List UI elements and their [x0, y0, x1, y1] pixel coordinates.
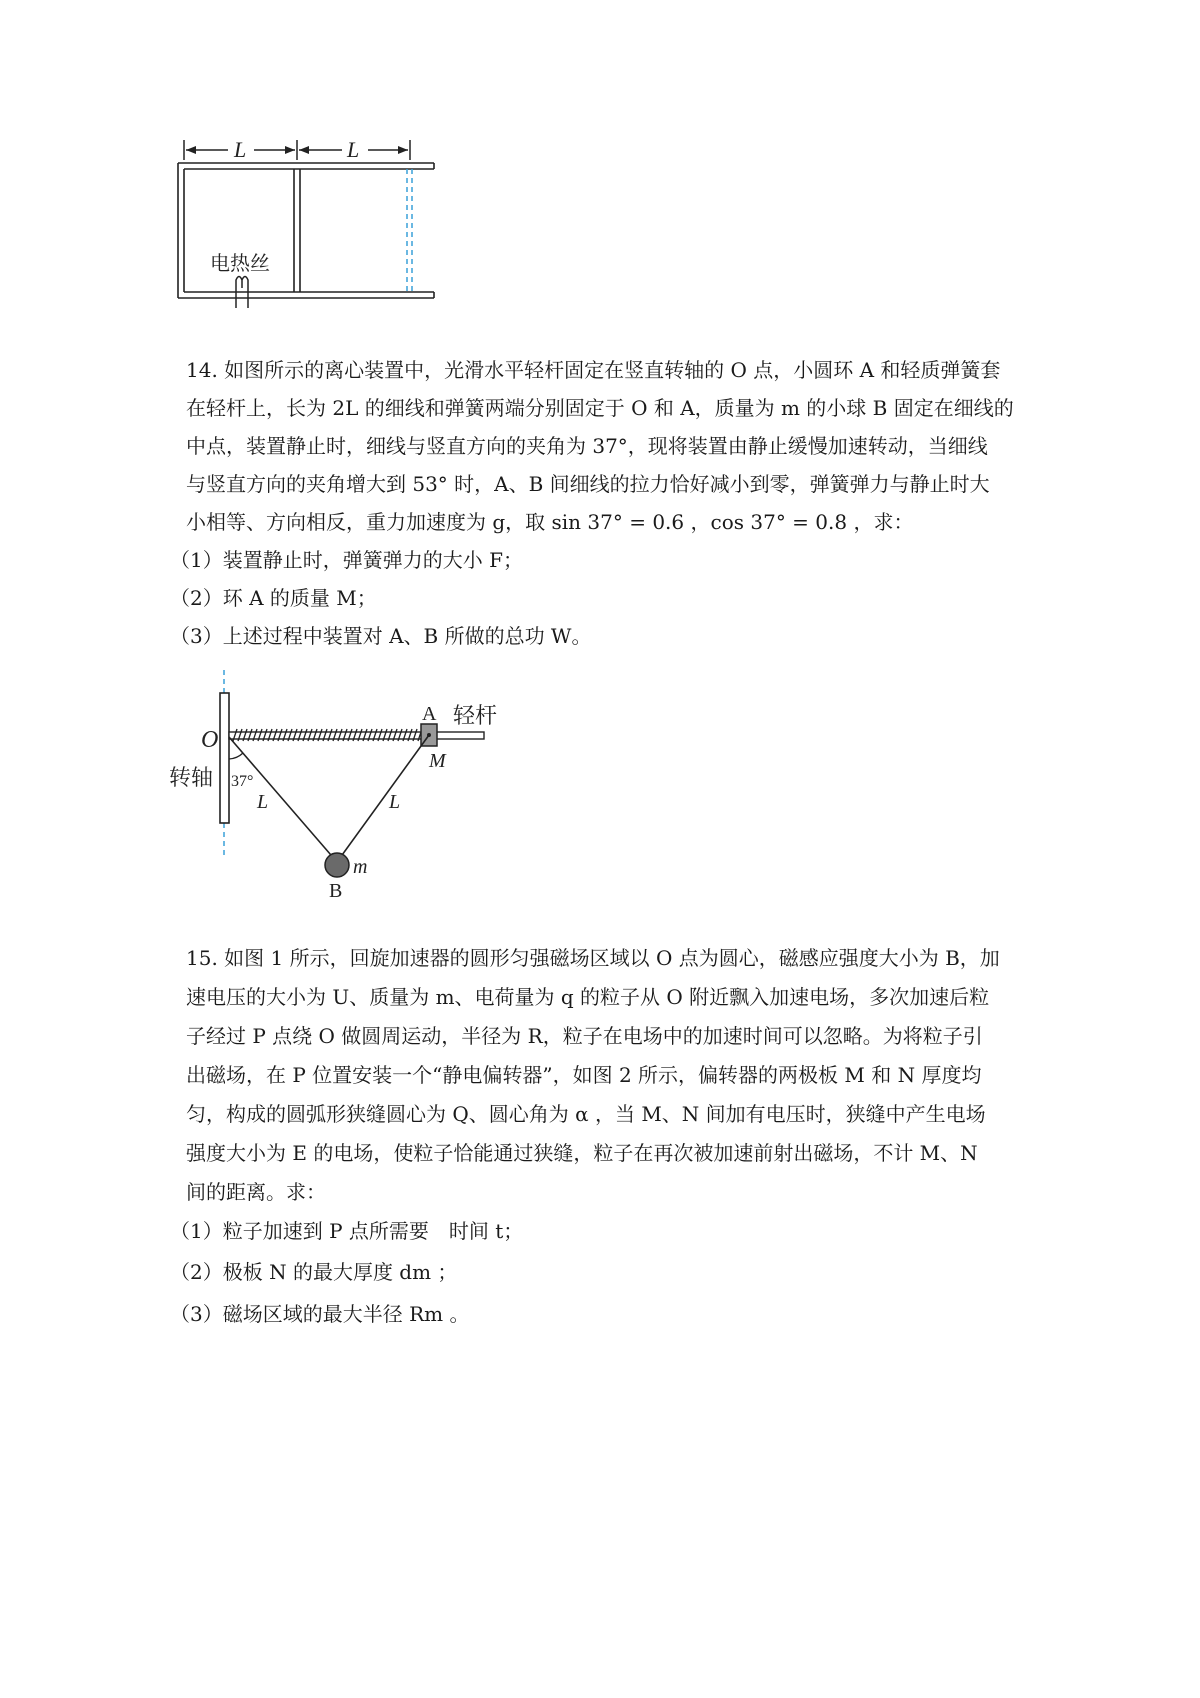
- q14-line-1: 14. 如图所示的离心装置中，光滑水平轻杆固定在竖直转轴的 O 点，小圆环 A 和轻质弹簧套: [186, 358, 1001, 382]
- q14-sub-2: （2）环 A 的质量 M；: [170, 586, 377, 610]
- heater-label: 电热丝: [210, 253, 270, 275]
- q15-sub-3: （3）磁场区域的最大半径 Rm 。: [170, 1302, 470, 1326]
- q15-sub-1: （1）粒子加速到 P 点所需要 时间 t；: [170, 1219, 524, 1243]
- q15-line-4: 出磁场，在 P 位置安装一个“静电偏转器”，如图 2 所示，偏转器的两极板 M 和 N 厚度均: [186, 1063, 982, 1087]
- dimension-L-left: L: [234, 137, 247, 162]
- q14-sub-1: （1）装置静止时，弹簧弹力的大小 F；: [170, 548, 523, 572]
- q14-sub-3: （3）上述过程中装置对 A、B 所做的总功 W。: [170, 624, 592, 648]
- q14-line-5: 小相等、方向相反，重力加速度为 g，取 sin 37° = 0.6 ，cos 37° = 0.8 ，求：: [186, 510, 914, 534]
- q15-line-1: 15. 如图 1 所示，回旋加速器的圆形匀强磁场区域以 O 点为圆心，磁感应强度大小为 B，加: [186, 946, 1000, 970]
- dimension-L-right: L: [347, 137, 360, 162]
- label-B: B: [329, 880, 343, 902]
- heater-container-figure: [170, 130, 470, 315]
- ball-B: [325, 853, 349, 877]
- q14-line-4: 与竖直方向的夹角增大到 53° 时，A、B 间细线的拉力恰好减小到零，弹簧弹力与静止时大: [186, 472, 990, 496]
- q15-line-2: 速电压的大小为 U、质量为 m、电荷量为 q 的粒子从 O 附近飘入加速电场，多次加速后粒: [186, 985, 990, 1009]
- label-L-right: L: [389, 791, 401, 813]
- q15-sub-2: （2）极板 N 的最大厚度 dm ；: [170, 1260, 458, 1284]
- label-A: A: [422, 703, 437, 725]
- label-M: M: [429, 750, 446, 772]
- q15-line-3: 子经过 P 点绕 O 做圆周运动，半径为 R，粒子在电场中的加速时间可以忽略。为将粒子引: [186, 1024, 983, 1048]
- q15-line-5: 匀，构成的圆弧形狭缝圆心为 Q、圆心角为 α ，当 M、N 间加有电压时，狭缝中产生电场: [186, 1102, 986, 1126]
- q15-line-6: 强度大小为 E 的电场，使粒子恰能通过狭缝，粒子在再次被加速前射出磁场，不计 M、N: [186, 1141, 978, 1165]
- label-axis: 转轴: [169, 765, 214, 790]
- label-angle: 37°: [231, 773, 254, 790]
- label-rod: 轻杆: [453, 703, 498, 728]
- q14-line-3: 中点，装置静止时，细线与竖直方向的夹角为 37°，现将装置由静止缓慢加速转动，当细线: [186, 434, 988, 458]
- label-L-left: L: [257, 791, 269, 813]
- label-O: O: [201, 727, 219, 753]
- centrifuge-figure: [165, 665, 525, 905]
- q14-line-2: 在轻杆上，长为 2L 的细线和弹簧两端分别固定于 O 和 A，质量为 m 的小球 B 固定在细线的: [186, 396, 1014, 420]
- q15-line-7: 间的距离。求：: [186, 1180, 326, 1204]
- label-m: m: [353, 856, 368, 878]
